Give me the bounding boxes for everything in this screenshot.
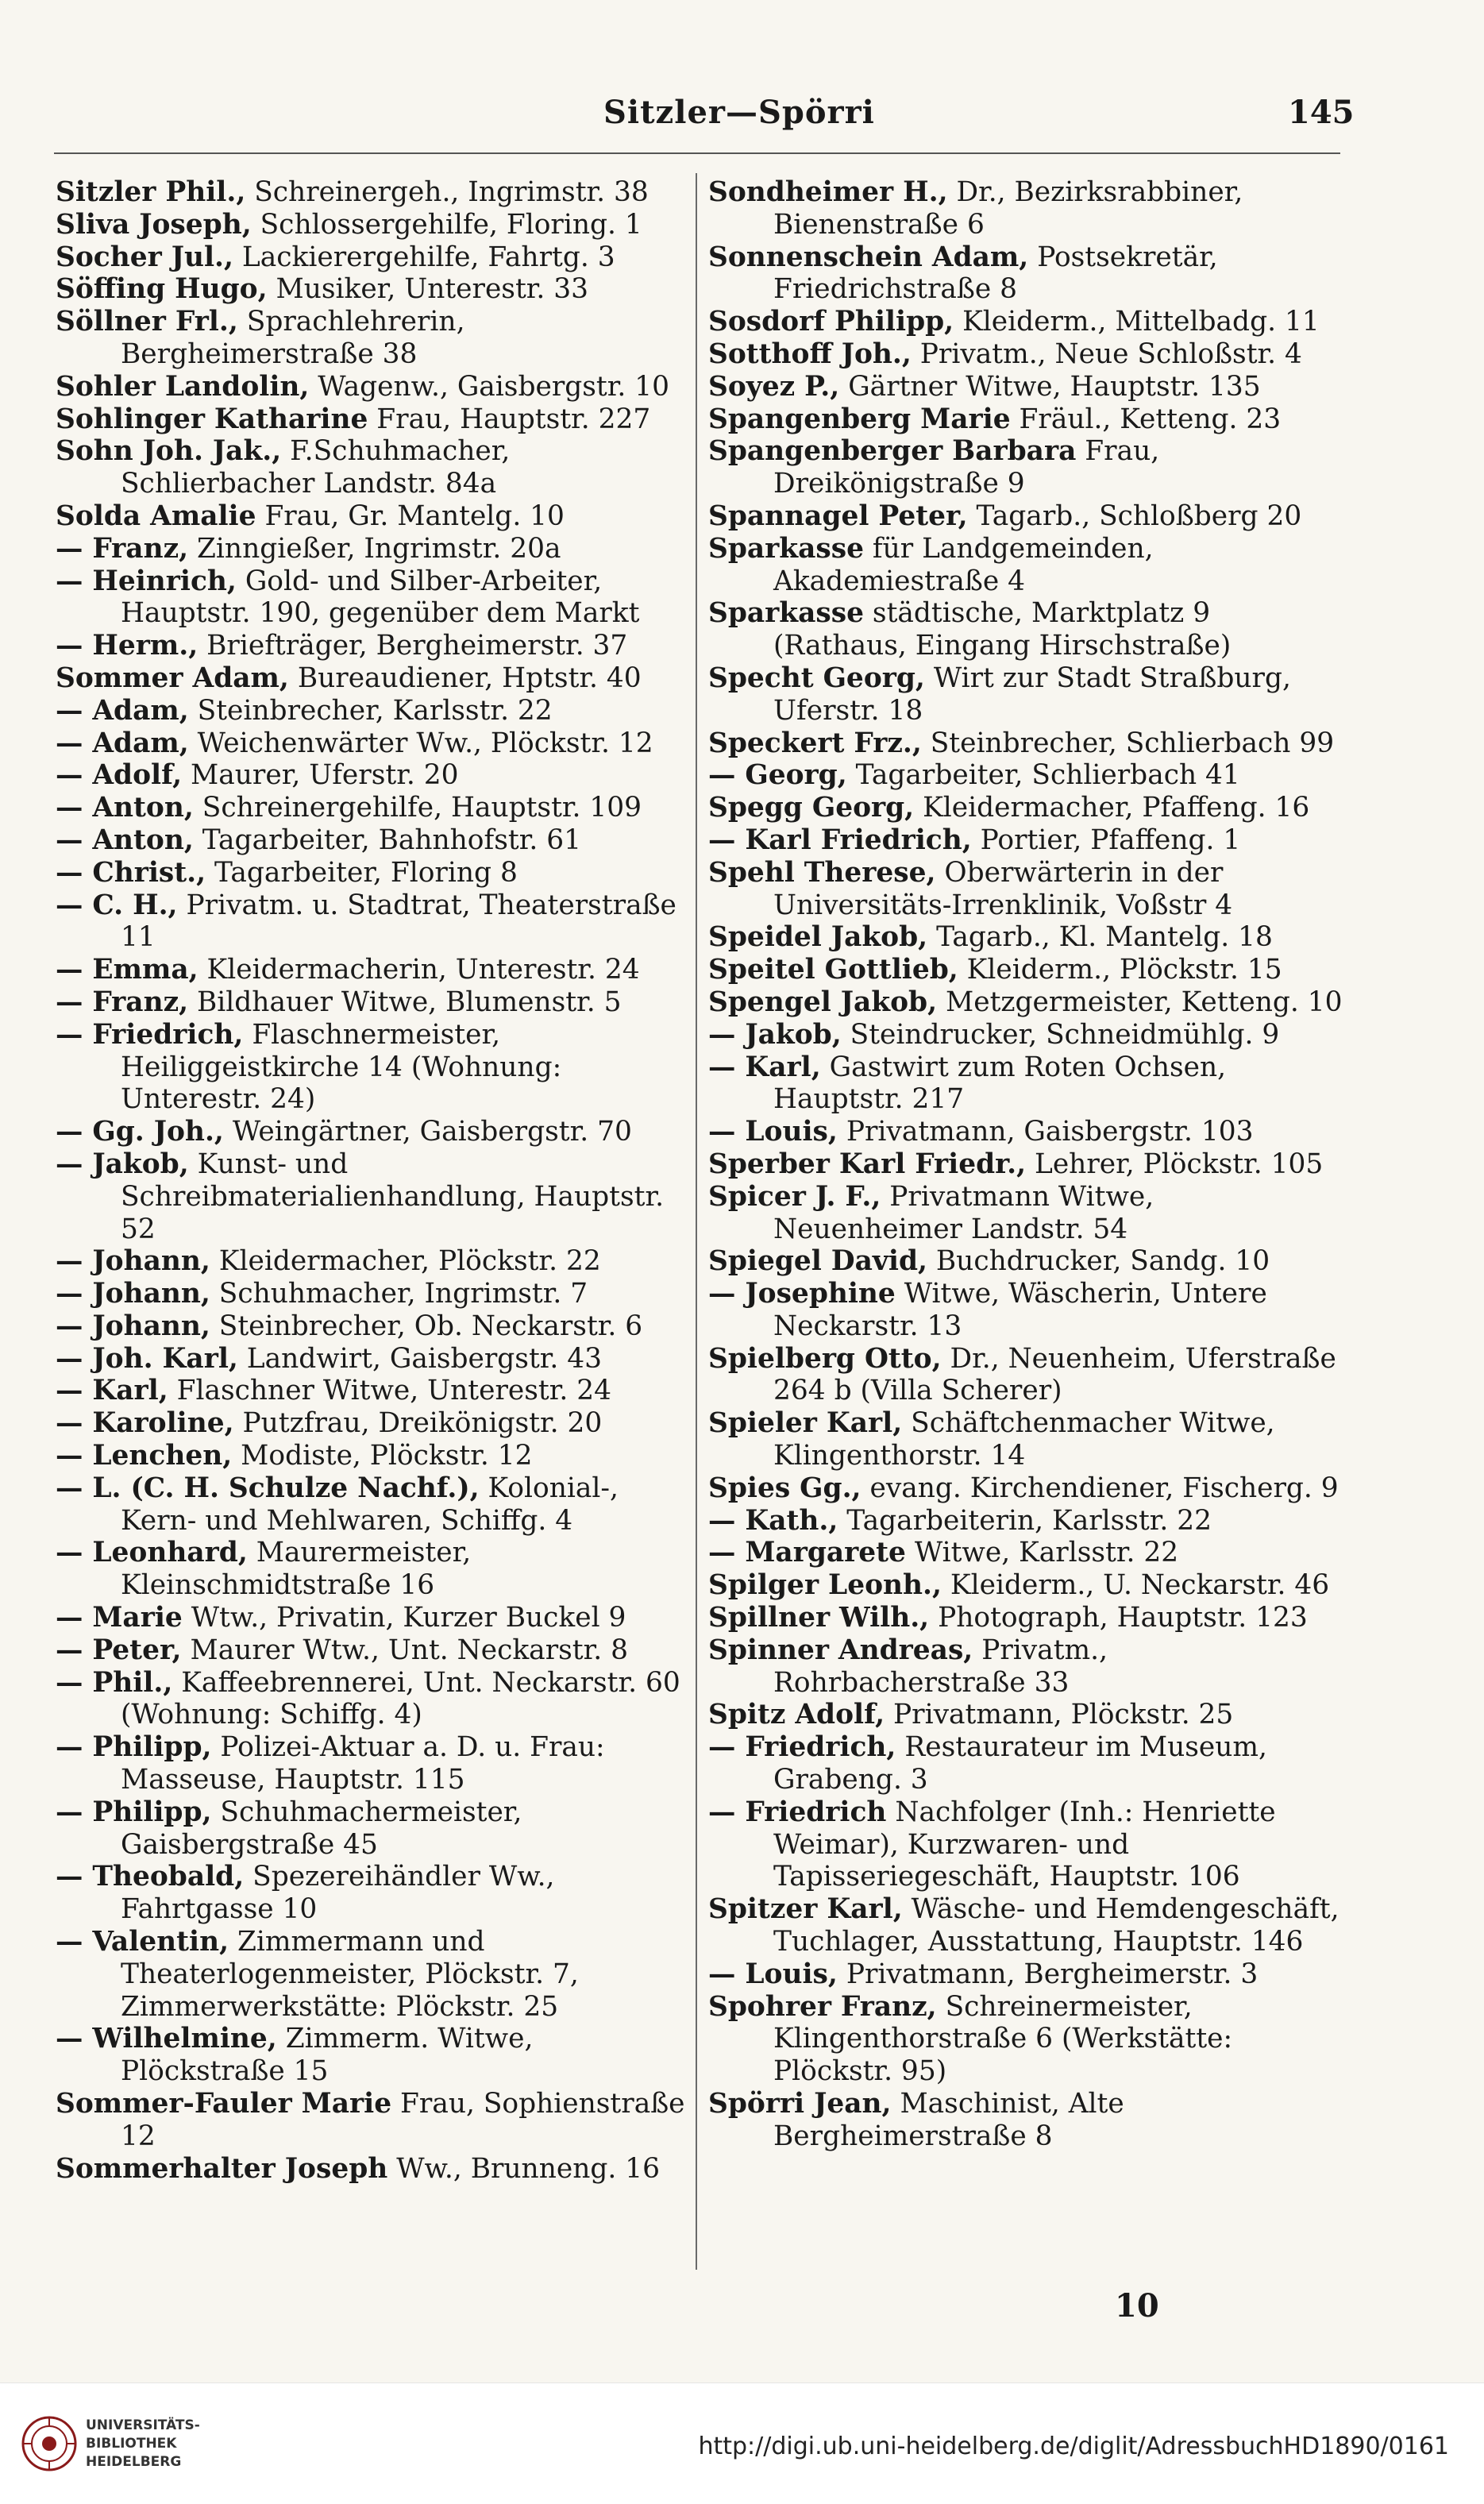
directory-entry <box>56 1148 691 1245</box>
entry-details: Tagarbeiterin, Karlsstr. 22 <box>838 1504 1212 1537</box>
entry-name: Sohlinger Katharine <box>56 403 368 435</box>
directory-entry <box>56 565 691 631</box>
entry-name: — Karoline, <box>56 1407 234 1440</box>
entry-name: — Friedrich, <box>708 1731 896 1764</box>
entry-name: Sotthoff Joh., <box>708 338 912 370</box>
entry-details: Schlossergehilfe, Floring. 1 <box>251 208 642 241</box>
entry-details: Buchdrucker, Sandg. 10 <box>927 1245 1270 1278</box>
entry-details: Zinngießer, Ingrimstr. 20a <box>188 532 561 565</box>
entry-name: Spieler Karl, <box>708 1407 903 1440</box>
directory-entry <box>708 500 1343 533</box>
entry-details: Zimmermann und Theaterlogenmeister, Plöckstr. 7, Zimmerwerkstätte: Plöckstr. 25 <box>121 1926 579 2023</box>
entry-details: F.Schuhmacher, Schlierbacher Landstr. 84a <box>121 435 511 500</box>
entry-name: Sperber Karl Friedr., <box>708 1148 1027 1180</box>
entry-details: städtische, Marktplatz 9 (Rathaus, Eingang Hirschstraße) <box>773 597 1232 662</box>
entry-name: Socher Jul., <box>56 241 233 273</box>
entry-details: Privatmann, Plöckstr. 25 <box>885 1699 1234 1731</box>
entry-name: Spielberg Otto, <box>708 1342 942 1375</box>
entry-details: Frau, Dreikönigstraße 9 <box>773 435 1160 500</box>
directory-entry <box>56 1245 691 1278</box>
directory-entry <box>708 403 1343 436</box>
directory-entry <box>56 1667 691 1732</box>
directory-entry <box>708 1796 1343 1893</box>
entry-details: Schäftchenmacher Witwe, Klingenthorstr. 14 <box>773 1407 1275 1472</box>
entry-name: Spiegel David, <box>708 1245 927 1278</box>
entry-details: Modiste, Plöckstr. 12 <box>232 1440 533 1472</box>
entry-name: Spinner Andreas, <box>708 1634 973 1666</box>
directory-entry <box>56 1926 691 2023</box>
entry-name: Specht Georg, <box>708 662 925 694</box>
entry-name: — Philipp, <box>56 1796 212 1828</box>
directory-entry <box>708 533 1343 598</box>
directory-entry <box>56 403 691 436</box>
directory-entry <box>708 857 1343 922</box>
entry-details: Privatm., Rohrbacherstraße 33 <box>773 1634 1108 1699</box>
directory-entry <box>56 727 691 760</box>
entry-details: Bureaudiener, Hptstr. 40 <box>288 662 642 694</box>
entry-name: Spohrer Franz, <box>708 1990 937 2023</box>
entry-name: — Adam, <box>56 727 189 759</box>
entry-name: — Herm., <box>56 630 199 662</box>
entry-details: Maurer Wtw., Unt. Neckarstr. 8 <box>181 1634 629 1666</box>
directory-entry <box>708 1181 1343 1246</box>
entry-name: — Joh. Karl, <box>56 1342 238 1375</box>
directory-entry <box>56 1375 691 1407</box>
directory-entry <box>708 306 1343 338</box>
directory-entry <box>56 1796 691 1862</box>
entry-details: Gärtner Witwe, Hauptstr. 135 <box>839 370 1261 403</box>
entry-name: Spengel Jakob, <box>708 986 938 1018</box>
directory-entry <box>56 1861 691 1926</box>
entry-details: Oberwärterin in der Universitäts-Irrenklinik, Voßstr 4 <box>773 856 1233 921</box>
entry-name: — Friedrich, <box>56 1018 244 1051</box>
entry-name: — Johann, <box>56 1245 210 1278</box>
entry-name: Spannagel Peter, <box>708 500 968 532</box>
directory-entry <box>56 1440 691 1472</box>
entry-details: Frau, Gr. Mantelg. 10 <box>256 500 565 532</box>
directory-entry <box>56 435 691 500</box>
entry-details: Kleidermacher, Pfaffeng. 16 <box>914 792 1310 824</box>
entry-details: Steinbrecher, Karlsstr. 22 <box>188 694 553 727</box>
entry-name: — L. (C. H. Schulze Nachf.), <box>56 1472 480 1504</box>
entry-details: Kunst- und Schreibmaterialienhandlung, Hauptstr. 52 <box>121 1148 665 1245</box>
directory-entry <box>708 1893 1343 1958</box>
entry-name: — Georg, <box>708 759 847 792</box>
directory-entry <box>708 1505 1343 1538</box>
entry-details: Gold- und Silber-Arbeiter, Hauptstr. 190, gegenüber dem Markt <box>121 565 640 630</box>
entry-details: Witwe, Karlsstr. 22 <box>905 1537 1179 1569</box>
entry-details: Privatmann, Gaisbergstr. 103 <box>837 1116 1254 1148</box>
entry-name: Sparkasse <box>708 597 864 630</box>
entry-name: — Karl, <box>56 1375 168 1407</box>
directory-entry <box>708 1472 1343 1505</box>
entry-name: Sommer Adam, <box>56 662 289 694</box>
directory-entry <box>56 954 691 986</box>
entry-details: Frau, Hauptstr. 227 <box>368 403 651 435</box>
entry-details: Wirt zur Stadt Straßburg, Uferstr. 18 <box>773 662 1291 727</box>
entry-details: Tagarb., Kl. Mantelg. 18 <box>927 921 1273 954</box>
directory-entry <box>56 1634 691 1667</box>
entry-name: — Johann, <box>56 1278 210 1310</box>
directory-entry <box>56 1310 691 1343</box>
directory-entry <box>708 1537 1343 1569</box>
entry-name: Sommer-Fauler Marie <box>56 2088 392 2120</box>
entry-details: Dr., Bezirksrabbiner, Bienenstraße 6 <box>773 176 1243 241</box>
directory-entry <box>708 1569 1343 1602</box>
entry-name: — Emma, <box>56 954 199 986</box>
entry-details: Wtw., Privatin, Kurzer Buckel 9 <box>182 1602 626 1634</box>
entry-name: — Valentin, <box>56 1926 229 1958</box>
library-name-line: HEIDELBERG <box>86 2454 182 2470</box>
entry-details: Ww., Brunneng. 16 <box>387 2152 660 2185</box>
directory-entry <box>56 1019 691 1116</box>
directory-entry <box>56 2153 691 2186</box>
entry-details: Putzfrau, Dreikönigstr. 20 <box>233 1407 603 1440</box>
directory-entry <box>708 1019 1343 1051</box>
entry-name: Söffing Hugo, <box>56 273 268 306</box>
entry-name: — Marie <box>56 1602 183 1634</box>
entry-name: — Peter, <box>56 1634 182 1666</box>
entry-details: Schreinergeh., Ingrimstr. 38 <box>245 176 649 208</box>
entry-name: — Margarete <box>708 1537 906 1569</box>
directory-entry <box>708 435 1343 500</box>
directory-entry <box>56 241 691 274</box>
library-name-line: BIBLIOTHEK <box>86 2436 177 2452</box>
entry-details: Nachfolger (Inh.: Henriette Weimar), Kurzwaren- und Tapisseriegeschäft, Hauptstr. 106 <box>773 1796 1276 1893</box>
entry-details: Schreinermeister, Klingenthorstraße 6 (Werkstätte: Plöckstr. 95) <box>773 1990 1233 2088</box>
entry-name: — Adolf, <box>56 759 183 792</box>
entry-name: Solda Amalie <box>56 500 256 532</box>
directory-entry <box>56 371 691 403</box>
entry-details: Kleidermacherin, Unterestr. 24 <box>198 954 640 986</box>
directory-entry <box>708 1731 1343 1796</box>
entry-details: Privatm., Neue Schloßstr. 4 <box>911 338 1302 370</box>
directory-entry <box>56 1116 691 1148</box>
directory-entry <box>708 1407 1343 1472</box>
entry-name: Speidel Jakob, <box>708 921 928 954</box>
entry-details: Wäsche- und Hemdengeschäft, Tuchlager, Ausstattung, Hauptstr. 146 <box>773 1893 1339 1958</box>
heidelberg-university-library-seal-icon <box>21 2415 78 2472</box>
entry-details: Witwe, Wäscherin, Untere Neckarstr. 13 <box>773 1278 1267 1342</box>
entry-details: Landwirt, Gaisbergstr. 43 <box>237 1342 603 1375</box>
entry-details: Kolonial-, Kern- und Mehlwaren, Schiffg. 4 <box>121 1472 619 1537</box>
directory-entry <box>708 1699 1343 1731</box>
directory-entry <box>708 662 1343 727</box>
entry-name: Spangenberg Marie <box>708 403 1011 435</box>
directory-entry <box>708 2088 1343 2153</box>
directory-entry <box>708 921 1343 954</box>
entry-details: Schreinergehilfe, Hauptstr. 109 <box>193 792 642 824</box>
entry-details: Photograph, Hauptstr. 123 <box>929 1602 1308 1634</box>
entry-name: — Heinrich, <box>56 565 237 597</box>
directory-entry <box>708 1051 1343 1117</box>
entry-details: Tagarbeiter, Floring 8 <box>206 856 518 889</box>
entry-name: — Leonhard, <box>56 1537 248 1569</box>
entry-details: Zimmerm. Witwe, Plöckstraße 15 <box>121 2023 534 2088</box>
directory-entry <box>56 2088 691 2153</box>
directory-entry <box>56 1602 691 1634</box>
footer-bar <box>0 2382 1484 2504</box>
entry-details: evang. Kirchendiener, Fischerg. 9 <box>861 1472 1339 1504</box>
entry-details: Musiker, Unterestr. 33 <box>267 273 589 306</box>
entry-name: Sondheimer H., <box>708 176 948 208</box>
page-number: 145 <box>1288 94 1355 131</box>
right-column <box>708 176 1343 2153</box>
entry-details: Bildhauer Witwe, Blumenstr. 5 <box>188 986 622 1018</box>
entry-name: — Louis, <box>708 1116 838 1148</box>
entry-name: — Anton, <box>56 824 194 856</box>
entry-name: — Philipp, <box>56 1731 212 1764</box>
entry-name: — Wilhelmine, <box>56 2023 277 2055</box>
directory-entry <box>708 1278 1343 1343</box>
entry-name: Spicer J. F., <box>708 1180 881 1213</box>
entry-name: Spehl Therese, <box>708 856 936 889</box>
directory-entry <box>56 759 691 792</box>
entry-name: — Kath., <box>708 1504 838 1537</box>
directory-entry <box>708 1116 1343 1148</box>
running-head: Sitzler—Spörri <box>603 94 875 131</box>
directory-entry <box>708 1148 1343 1181</box>
entry-details: Privatmann Witwe, Neuenheimer Landstr. 54 <box>773 1180 1154 1245</box>
entry-details: Steinbrecher, Schlierbach 99 <box>921 727 1335 759</box>
entry-name: Sitzler Phil., <box>56 176 246 208</box>
entry-details: Weichenwärter Ww., Plöckstr. 12 <box>188 727 653 759</box>
directory-entry <box>708 1343 1343 1408</box>
entry-name: Spitz Adolf, <box>708 1699 885 1731</box>
directory-entry <box>56 1537 691 1602</box>
column-divider <box>696 173 697 2270</box>
entry-name: — Friedrich <box>708 1796 887 1828</box>
entry-name: — Theobald, <box>56 1861 245 1893</box>
entry-details: Gastwirt zum Roten Ochsen, Hauptstr. 217 <box>773 1051 1227 1116</box>
entry-name: — Christ., <box>56 856 206 889</box>
entry-name: Speckert Frz., <box>708 727 922 759</box>
entry-name: Sosdorf Philipp, <box>708 306 954 338</box>
directory-entry <box>708 986 1343 1019</box>
entry-name: — Jakob, <box>56 1148 189 1180</box>
entry-name: Spilger Leonh., <box>708 1569 942 1602</box>
entry-details: Spezereihändler Ww., Fahrtgasse 10 <box>121 1861 555 1926</box>
entry-details: Privatm. u. Stadtrat, Theaterstraße 11 <box>121 889 676 954</box>
directory-entry <box>56 986 691 1019</box>
entry-details: Metzgermeister, Ketteng. 10 <box>937 986 1343 1018</box>
entry-details: Postsekretär, Friedrichstraße 8 <box>773 241 1218 306</box>
entry-details: Tagarb., Schloßberg 20 <box>967 500 1302 532</box>
entry-name: Speitel Gottlieb, <box>708 954 958 986</box>
entry-details: Steinbrecher, Ob. Neckarstr. 6 <box>210 1310 643 1342</box>
directory-entry <box>56 889 691 955</box>
entry-name: — Karl Friedrich, <box>708 824 972 856</box>
entry-details: Lackierergehilfe, Fahrtg. 3 <box>233 241 615 273</box>
entry-details: Briefträger, Bergheimerstr. 37 <box>198 630 628 662</box>
entry-name: Spitzer Karl, <box>708 1893 903 1926</box>
signature-mark: 10 <box>1115 2287 1159 2325</box>
directory-entry <box>56 273 691 306</box>
entry-details: Portier, Pfaffeng. 1 <box>971 824 1241 856</box>
entry-details: Kleidermacher, Plöckstr. 22 <box>210 1245 601 1278</box>
entry-details: Flaschnermeister, Heiliggeistkirche 14 (Wohnung: Unterestr. 24) <box>121 1018 562 1116</box>
entry-name: Spangenberger Barbara <box>708 435 1077 468</box>
entry-name: — Adam, <box>56 694 189 727</box>
directory-entry <box>708 176 1343 241</box>
entry-name: Spillner Wilh., <box>708 1602 930 1634</box>
directory-entry <box>708 792 1343 824</box>
entry-details: Fräul., Ketteng. 23 <box>1010 403 1282 435</box>
entry-name: Söllner Frl., <box>56 306 238 338</box>
entry-name: Sliva Joseph, <box>56 208 252 241</box>
directory-entry <box>56 662 691 695</box>
entry-details: Schuhmachermeister, Gaisbergstraße 45 <box>121 1796 522 1861</box>
directory-entry <box>708 338 1343 371</box>
entry-details: Kaffeebrennerei, Unt. Neckarstr. 60 (Wohnung: Schiffg. 4) <box>121 1666 680 1731</box>
entry-details: Restaurateur im Museum, Grabeng. 3 <box>773 1731 1267 1796</box>
entry-details: Weingärtner, Gaisbergstr. 70 <box>223 1116 632 1148</box>
directory-entry <box>56 176 691 209</box>
directory-entry <box>708 954 1343 986</box>
directory-entry <box>56 209 691 241</box>
entry-name: Spörri Jean, <box>708 2088 892 2120</box>
directory-entry <box>56 1731 691 1796</box>
directory-entry <box>56 1472 691 1538</box>
entry-name: — Johann, <box>56 1310 210 1342</box>
entry-details: Polizei-Aktuar a. D. u. Frau: Masseuse, Hauptstr. 115 <box>121 1731 605 1796</box>
library-name-line: UNIVERSITÄTS- <box>86 2417 200 2433</box>
directory-entry <box>56 2023 691 2088</box>
entry-name: — C. H., <box>56 889 178 921</box>
directory-entry <box>56 533 691 565</box>
entry-details: Tagarbeiter, Bahnhofstr. 61 <box>193 824 581 856</box>
source-url-link[interactable]: http://digi.ub.uni-heidelberg.de/diglit/AdressbuchHD1890/0161 <box>698 2433 1449 2460</box>
left-column <box>56 176 691 2185</box>
entry-name: Soyez P., <box>708 370 840 403</box>
directory-entry <box>708 597 1343 662</box>
entry-name: — Josephine <box>708 1278 896 1310</box>
entry-name: — Gg. Joh., <box>56 1116 224 1148</box>
entry-name: Sparkasse <box>708 532 864 565</box>
directory-entry <box>708 1602 1343 1634</box>
entry-name: — Franz, <box>56 532 189 565</box>
directory-entry <box>708 1245 1343 1278</box>
directory-entry <box>708 241 1343 307</box>
entry-details: Schuhmacher, Ingrimstr. 7 <box>210 1278 588 1310</box>
entry-details: Privatmann, Bergheimerstr. 3 <box>837 1958 1259 1990</box>
entry-name: — Louis, <box>708 1958 838 1990</box>
entry-details: Dr., Neuenheim, Uferstraße 264 b (Villa Scherer) <box>773 1342 1336 1407</box>
entry-details: Sprachlehrerin, Bergheimerstraße 38 <box>121 306 465 370</box>
directory-entry <box>56 630 691 662</box>
directory-entry <box>56 1343 691 1375</box>
directory-entry <box>56 857 691 889</box>
entry-details: Tagarbeiter, Schlierbach 41 <box>846 759 1240 792</box>
library-name <box>86 2417 200 2471</box>
entry-name: Spegg Georg, <box>708 792 915 824</box>
entry-details: Maschinist, Alte Bergheimerstraße 8 <box>773 2088 1124 2152</box>
directory-entry <box>56 695 691 727</box>
directory-entry <box>56 792 691 824</box>
directory-entry <box>56 824 691 857</box>
entry-details: Kleiderm., Mittelbadg. 11 <box>954 306 1320 338</box>
directory-entry <box>708 759 1343 792</box>
entry-details: Wagenw., Gaisbergstr. 10 <box>309 370 670 403</box>
directory-entry <box>708 1991 1343 2088</box>
directory-entry <box>708 1958 1343 1991</box>
directory-entry <box>708 371 1343 403</box>
entry-name: Sohler Landolin, <box>56 370 310 403</box>
directory-entry <box>708 824 1343 857</box>
entry-name: — Phil., <box>56 1666 173 1699</box>
entry-details: Maurermeister, Kleinschmidtstraße 16 <box>121 1537 472 1602</box>
entry-name: Sonnenschein Adam, <box>708 241 1029 273</box>
directory-entry <box>56 306 691 371</box>
entry-name: — Jakob, <box>708 1018 842 1051</box>
entry-name: Sommerhalter Joseph <box>56 2152 388 2185</box>
header-rule <box>54 152 1340 154</box>
entry-details: Flaschner Witwe, Unterestr. 24 <box>168 1375 611 1407</box>
entry-name: Spies Gg., <box>708 1472 861 1504</box>
entry-details: für Landgemeinden, Akademiestraße 4 <box>773 532 1154 597</box>
directory-entry <box>708 727 1343 760</box>
entry-name: Sohn Joh. Jak., <box>56 435 282 468</box>
directory-entry <box>56 500 691 533</box>
entry-details: Kleiderm., Plöckstr. 15 <box>958 954 1282 986</box>
directory-entry <box>708 1634 1343 1700</box>
entry-details: Lehrer, Plöckstr. 105 <box>1026 1148 1324 1180</box>
directory-entry <box>56 1407 691 1440</box>
entry-name: — Franz, <box>56 986 189 1018</box>
entry-details: Frau, Sophienstraße 12 <box>121 2088 685 2152</box>
entry-name: — Lenchen, <box>56 1440 233 1472</box>
directory-entry <box>56 1278 691 1310</box>
entry-name: — Karl, <box>708 1051 821 1083</box>
entry-name: — Anton, <box>56 792 194 824</box>
entry-details: Steindrucker, Schneidmühlg. 9 <box>841 1018 1280 1051</box>
entry-details: Maurer, Uferstr. 20 <box>182 759 459 792</box>
entry-details: Kleiderm., U. Neckarstr. 46 <box>941 1569 1330 1602</box>
